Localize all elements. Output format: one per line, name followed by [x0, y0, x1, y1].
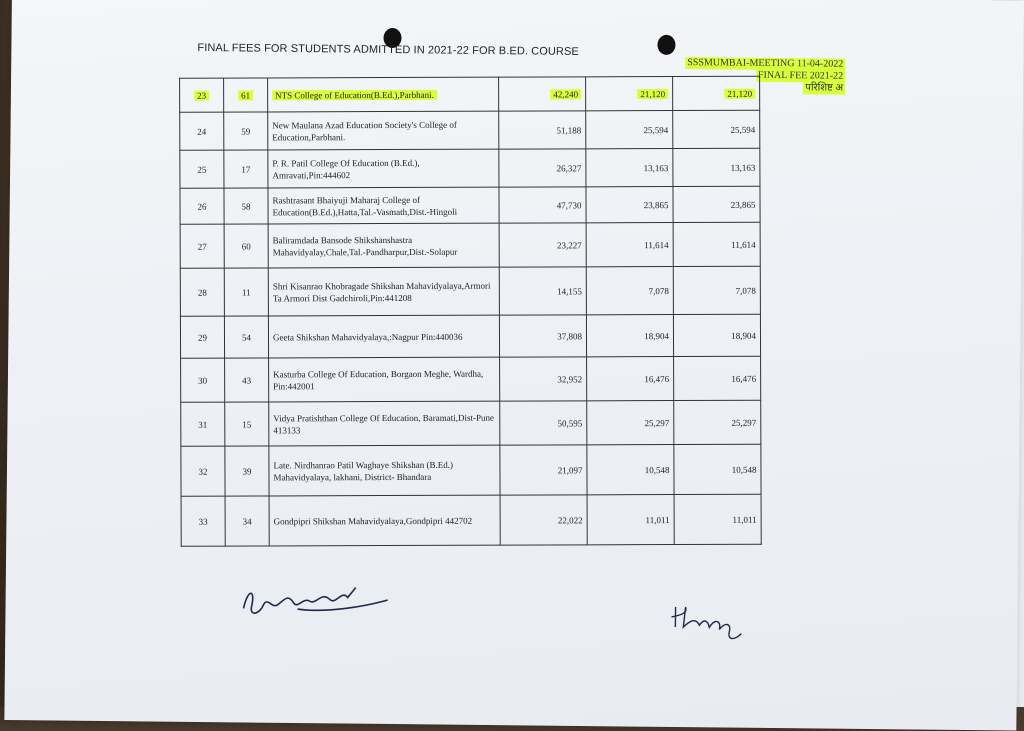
- table-row: [181, 444, 761, 496]
- total-fee-cell: [499, 187, 586, 223]
- serial-number-cell: [181, 402, 225, 446]
- serial-number-cell: [181, 496, 225, 546]
- document-title: FINAL FEES FOR STUDENTS ADMITTED IN 2021-22 FOR B.ED. COURSE: [197, 41, 579, 58]
- table-row: [181, 400, 761, 446]
- college-name-cell: [269, 357, 500, 402]
- serial-number-cell: [180, 78, 224, 112]
- serial-number-value: 25: [197, 164, 207, 175]
- serial-number-value: 29: [197, 332, 208, 343]
- college-name-value: NTS College of Education(B.Ed.),Parbhani.: [272, 89, 437, 100]
- fee-part-b-value: 25,297: [731, 417, 757, 428]
- college-code-value: 11: [241, 287, 251, 298]
- college-code-value: 43: [242, 375, 252, 386]
- college-name-cell: [269, 445, 500, 496]
- college-name-value: Rashtrasant Bhaiyuji Maharaj College of Education(B.Ed.),Hatta,Tal.-Vasmath,Dist.-Hingoli: [272, 194, 458, 217]
- serial-number-cell: [180, 188, 224, 224]
- college-code-cell: [225, 358, 269, 402]
- college-code-value: 61: [238, 90, 253, 100]
- serial-number-value: 30: [198, 375, 208, 386]
- meeting-line: SSSMUMBAI-MEETING 11-04-2022: [685, 57, 845, 71]
- college-code-cell: [224, 316, 268, 358]
- college-name-value: Vidya Pratishthan College Of Education, Baramati,Dist-Pune 413133: [273, 412, 494, 435]
- total-fee-cell: [499, 267, 586, 315]
- college-code-cell: [224, 224, 268, 268]
- college-name-value: Geeta Shikshan Mahavidyalaya,:Nagpur Pin:440036: [272, 331, 463, 342]
- fee-part-a-cell: [587, 357, 674, 401]
- serial-number-value: 26: [197, 201, 207, 212]
- total-fee-value: 23,227: [556, 239, 582, 250]
- college-name-cell: [269, 495, 500, 546]
- serial-number-value: 28: [197, 287, 207, 298]
- fee-part-b-cell: [674, 400, 761, 444]
- college-code-cell: [224, 268, 268, 316]
- college-code-cell: [224, 150, 268, 188]
- college-name-value: Baliramdada Bansode Shikshanshastra Mahavidyalay,Chale,Tal.-Pandharpur,Dist.-Solapur: [272, 234, 458, 257]
- total-fee-value: 50,595: [557, 417, 583, 428]
- table-row: [180, 186, 760, 224]
- college-code-cell: [224, 112, 268, 150]
- total-fee-cell: [499, 149, 586, 187]
- fee-part-a-cell: [586, 111, 673, 149]
- total-fee-value: 21,097: [557, 464, 583, 475]
- total-fee-value: 47,730: [556, 199, 582, 210]
- college-code-value: 34: [242, 516, 252, 527]
- total-fee-cell: [500, 445, 587, 495]
- college-code-value: 17: [241, 164, 251, 175]
- total-fee-cell: [500, 357, 587, 401]
- college-code-cell: [224, 78, 268, 112]
- fee-part-a-cell: [586, 223, 673, 267]
- serial-number-cell: [180, 268, 224, 316]
- signature-left: [237, 578, 398, 630]
- total-fee-cell: [500, 495, 587, 545]
- fee-part-b-cell: [674, 444, 761, 494]
- fee-part-a-value: 11,011: [645, 514, 670, 525]
- serial-number-value: 27: [197, 241, 207, 252]
- college-name-value: P. R. Patil College Of Education (B.Ed.), Amravati,Pin:444602: [272, 157, 420, 180]
- college-code-value: 15: [242, 419, 252, 430]
- table-row: [180, 110, 760, 150]
- serial-number-value: 33: [198, 516, 208, 527]
- fee-part-b-value: 13,163: [730, 162, 756, 173]
- fee-part-b-cell: [673, 76, 760, 110]
- fee-part-a-cell: [586, 149, 673, 187]
- college-name-cell: [268, 267, 499, 316]
- college-code-value: 39: [242, 466, 252, 477]
- serial-number-value: 31: [198, 419, 208, 430]
- fee-part-b-cell: [673, 222, 760, 266]
- college-name-value: Late. Nirdhanrao Patil Waghaye Shikshan (B.Ed.) Mahavidyalaya, lakhani, District- Bhandara: [273, 459, 454, 482]
- fee-part-b-value: 11,011: [732, 514, 757, 525]
- fee-part-a-cell: [587, 445, 674, 495]
- total-fee-value: 32,952: [557, 373, 583, 384]
- fee-part-b-cell: [674, 494, 761, 544]
- fee-part-b-cell: [674, 356, 761, 400]
- college-name-cell: [269, 401, 500, 446]
- college-name-value: New Maulana Azad Education Society's College of Education,Parbhani.: [272, 119, 457, 142]
- fee-part-b-value: 10,548: [731, 464, 757, 475]
- table-row: [180, 222, 760, 268]
- table-row: [181, 356, 761, 402]
- fee-part-a-value: 18,904: [644, 330, 670, 341]
- serial-number-cell: [180, 150, 224, 188]
- serial-number-cell: [181, 446, 225, 496]
- document-page: [4, 0, 1024, 731]
- fee-part-a-value: 21,120: [637, 89, 668, 99]
- meeting-line: FINAL FEE 2021-22: [756, 70, 845, 83]
- fee-part-a-cell: [587, 401, 674, 445]
- fee-part-b-value: 7,078: [735, 285, 756, 296]
- college-code-cell: [224, 188, 268, 224]
- college-name-value: Shri Kisanrao Khobragade Shikshan Mahavidyalaya,Armori Ta Armori Dist Gadchiroli,Pin:441208: [272, 280, 491, 303]
- fee-part-b-cell: [673, 110, 760, 148]
- fee-part-b-value: 25,594: [730, 124, 756, 135]
- college-name-cell: [268, 77, 499, 112]
- table-row: [181, 494, 761, 546]
- college-code-value: 60: [241, 241, 251, 252]
- meeting-line: परिशिष्ट अ: [803, 82, 845, 94]
- punch-hole: [657, 35, 675, 55]
- college-name-cell: [268, 315, 499, 358]
- serial-number-cell: [180, 316, 224, 358]
- total-fee-value: 37,808: [557, 330, 583, 341]
- fee-part-a-cell: [587, 495, 674, 545]
- serial-number-cell: [180, 112, 224, 150]
- fee-part-a-cell: [586, 187, 673, 223]
- fee-part-a-value: 25,594: [643, 124, 669, 135]
- serial-number-value: 24: [197, 126, 207, 137]
- fee-part-b-cell: [673, 314, 760, 356]
- fee-part-a-cell: [586, 315, 673, 357]
- fee-part-b-value: 11,614: [731, 239, 756, 250]
- total-fee-value: 22,022: [557, 514, 583, 525]
- total-fee-value: 51,188: [556, 124, 582, 135]
- fee-part-a-value: 16,476: [644, 373, 670, 384]
- fees-table: [179, 76, 762, 547]
- fee-part-b-cell: [673, 186, 760, 222]
- table-row: [180, 314, 760, 358]
- fee-part-b-value: 16,476: [731, 373, 757, 384]
- college-code-value: 58: [241, 201, 251, 212]
- total-fee-value: 26,327: [556, 162, 582, 173]
- fee-part-a-cell: [586, 267, 673, 315]
- total-fee-value: 14,155: [557, 285, 582, 296]
- college-name-value: Gondpipri Shikshan Mahavidyalaya,Gondpipri 442702: [273, 515, 473, 526]
- total-fee-cell: [499, 315, 586, 357]
- college-code-value: 54: [241, 332, 252, 343]
- college-code-cell: [225, 496, 269, 546]
- fee-part-a-value: 13,163: [643, 162, 669, 173]
- table-row: [180, 148, 760, 188]
- college-code-value: 59: [241, 126, 251, 137]
- fee-part-b-cell: [673, 148, 760, 186]
- fee-part-a-cell: [586, 77, 673, 111]
- table-row: [180, 76, 760, 112]
- fee-part-a-value: 7,078: [648, 285, 669, 296]
- signature-right: [669, 597, 760, 648]
- college-code-cell: [225, 402, 269, 446]
- serial-number-value: 23: [194, 90, 209, 100]
- fee-part-b-value: 18,904: [731, 330, 757, 341]
- college-name-cell: [268, 187, 499, 224]
- college-name-cell: [268, 149, 499, 188]
- fee-part-a-value: 25,297: [644, 417, 670, 428]
- table-row: [180, 266, 760, 316]
- fee-part-b-value: 23,865: [730, 199, 756, 210]
- fee-part-a-value: 11,614: [644, 239, 669, 250]
- college-name-cell: [268, 111, 499, 150]
- serial-number-cell: [181, 358, 225, 402]
- serial-number-cell: [180, 224, 224, 268]
- total-fee-cell: [499, 111, 586, 149]
- fee-part-a-value: 10,548: [644, 464, 670, 475]
- college-name-cell: [268, 223, 499, 268]
- total-fee-cell: [499, 77, 586, 111]
- college-code-cell: [225, 446, 269, 496]
- fee-part-b-cell: [673, 266, 760, 314]
- college-name-value: Kasturba College Of Education, Borgaon Meghe, Wardha, Pin:442001: [273, 368, 484, 391]
- serial-number-value: 32: [198, 466, 208, 477]
- total-fee-value: 42,240: [550, 89, 581, 99]
- total-fee-cell: [500, 401, 587, 445]
- fee-part-a-value: 23,865: [643, 199, 669, 210]
- total-fee-cell: [499, 223, 586, 267]
- fee-part-b-value: 21,120: [724, 88, 755, 98]
